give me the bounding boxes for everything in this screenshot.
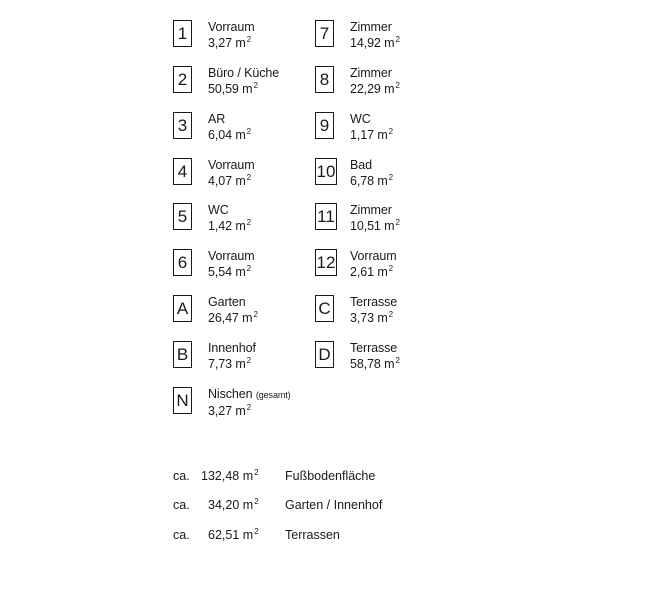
summary-label: Garten / Innenhof: [285, 498, 383, 512]
summary-value: 62,51 $m^2$: [208, 527, 259, 542]
summary-row: [173, 468, 375, 484]
room-area: 7,73 $m^2$: [208, 356, 251, 371]
room-name: Zimmer: [350, 66, 392, 80]
room-number-box: N: [173, 387, 192, 414]
room-number-box: 6: [173, 249, 192, 276]
room-name: AR: [208, 112, 226, 126]
room-number-box: 1: [173, 20, 192, 47]
room-name: Innenhof: [208, 341, 256, 355]
room-entry: [173, 157, 255, 189]
room-name: WC: [208, 203, 229, 217]
room-entry: [173, 202, 251, 234]
room-area: 6,04 $m^2$: [208, 127, 251, 142]
room-area: 1,42 $m^2$: [208, 218, 251, 233]
summary-value: 132,48 $m^2$: [201, 468, 259, 483]
room-entry: [173, 65, 279, 97]
room-number-box: 10: [315, 158, 337, 185]
room-entry: [315, 157, 393, 189]
room-number-box: D: [315, 341, 334, 368]
room-area: 10,51 $m^2$: [350, 218, 400, 233]
room-entry: [173, 294, 258, 326]
room-area: 3,27 $m^2$: [208, 35, 251, 50]
room-number-box: 12: [315, 249, 337, 276]
summary-prefix: ca.: [173, 528, 190, 542]
room-area: 5,54 $m^2$: [208, 264, 251, 279]
room-entry: [173, 19, 255, 51]
room-area: 1,17 $m^2$: [350, 127, 393, 142]
room-name: Zimmer: [350, 20, 392, 34]
summary-row: [173, 497, 382, 513]
room-entry: [173, 248, 255, 280]
room-area: 3,27 $m^2$: [208, 403, 251, 418]
summary-value: 34,20 $m^2$: [208, 497, 259, 512]
room-number-box: 5: [173, 203, 192, 230]
room-area: 3,73 $m^2$: [350, 310, 393, 325]
room-name: Zimmer: [350, 203, 392, 217]
room-number-box: 11: [315, 203, 337, 230]
room-name: Nischen (gesamt): [208, 387, 291, 401]
room-name: WC: [350, 112, 371, 126]
summary-label: Fußbodenfläche: [285, 469, 376, 483]
room-area: 26,47 $m^2$: [208, 310, 258, 325]
room-number-box: 3: [173, 112, 192, 139]
room-entry: [315, 19, 400, 51]
room-name: Vorraum: [208, 249, 255, 263]
room-area: 14,92 $m^2$: [350, 35, 400, 50]
room-name: Garten: [208, 295, 246, 309]
summary-row: [173, 527, 340, 543]
summary-label: Terrassen: [285, 528, 340, 542]
room-entry: [315, 202, 400, 234]
summary-prefix: ca.: [173, 469, 190, 483]
room-area: 4,07 $m^2$: [208, 173, 251, 188]
room-entry: [315, 111, 393, 143]
room-number-box: 9: [315, 112, 334, 139]
room-number-box: B: [173, 341, 192, 368]
room-entry: [173, 340, 256, 372]
room-name: Vorraum: [350, 249, 397, 263]
room-entry: [173, 386, 291, 419]
room-area: 2,61 $m^2$: [350, 264, 393, 279]
room-number-box: 4: [173, 158, 192, 185]
room-area: 58,78 $m^2$: [350, 356, 400, 371]
room-note: (gesamt): [255, 390, 291, 400]
room-entry: [315, 65, 400, 97]
room-entry: [315, 248, 397, 280]
room-area: 6,78 $m^2$: [350, 173, 393, 188]
room-number-box: 8: [315, 66, 334, 93]
room-number-box: C: [315, 295, 334, 322]
room-name: Vorraum: [208, 158, 255, 172]
room-number-box: 7: [315, 20, 334, 47]
room-number-box: 2: [173, 66, 192, 93]
room-name: Terrasse: [350, 295, 398, 309]
room-number-box: A: [173, 295, 192, 322]
room-entry: [173, 111, 251, 143]
summary-prefix: ca.: [173, 498, 190, 512]
room-name: Büro / Küche: [208, 66, 280, 80]
room-entry: [315, 340, 400, 372]
room-area: 22,29 $m^2$: [350, 81, 400, 96]
room-name: Terrasse: [350, 341, 398, 355]
room-name: Vorraum: [208, 20, 255, 34]
room-area: 50,59 $m^2$: [208, 81, 258, 96]
room-name: Bad: [350, 158, 372, 172]
room-entry: [315, 294, 397, 326]
